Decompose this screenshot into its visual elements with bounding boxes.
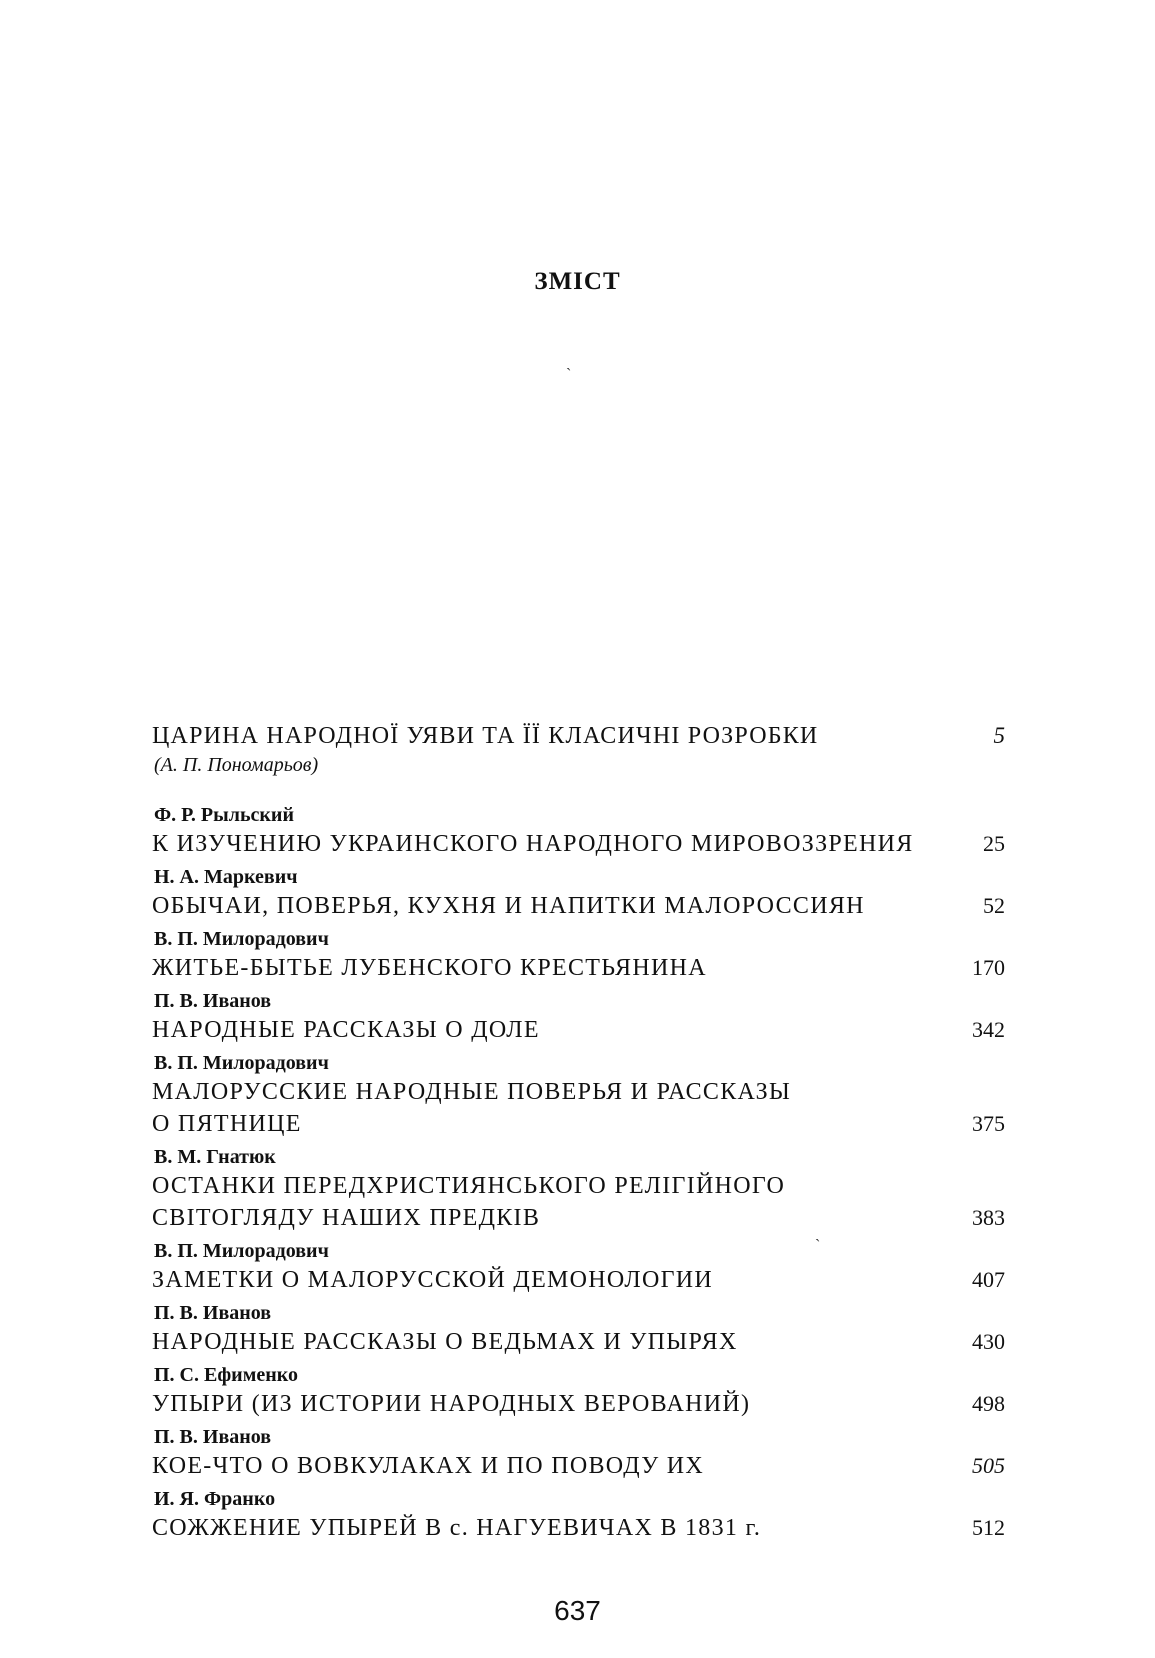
page-title: ЗМІСТ <box>534 268 621 295</box>
toc-entry-author: Ф. Р. Рыльский <box>154 804 294 826</box>
toc-intro-title: ЦАРИНА НАРОДНОЇ УЯВИ ТА ЇЇ КЛАСИЧНІ РОЗРОБКИ <box>152 723 819 749</box>
toc-entry-row <box>152 952 1007 984</box>
toc-entry-row <box>152 1388 1007 1420</box>
toc-entry-row <box>152 828 1007 860</box>
toc-entry-author: П. В. Иванов <box>154 1302 272 1324</box>
toc-entry <box>152 1362 1007 1420</box>
toc-entry-row <box>152 890 1007 922</box>
toc-entry-title-line: СВІТОГЛЯДУ НАШИХ ПРЕДКІВ <box>152 1205 541 1231</box>
toc-entry-title-line: ЗАМЕТКИ О МАЛОРУССКОЙ ДЕМОНОЛОГИИ <box>152 1267 714 1293</box>
toc-entry-title-line: НАРОДНЫЕ РАССКАЗЫ О ДОЛЕ <box>152 1017 540 1043</box>
scan-speck: ` <box>815 1237 821 1254</box>
toc-entry-title-line: О ПЯТНИЦЕ <box>152 1111 302 1137</box>
scan-speck: ` <box>566 366 572 383</box>
table-of-contents <box>152 720 1007 1544</box>
toc-entry-page: 512 <box>972 1515 1005 1540</box>
toc-entry-title-line: ОСТАНКИ ПЕРЕДХРИСТИЯНСЬКОГО РЕЛІГІЙНОГО <box>152 1173 786 1199</box>
toc-entry-author: В. П. Милорадович <box>154 1052 329 1074</box>
toc-entry-row <box>152 1014 1007 1046</box>
toc-entry-page: 342 <box>972 1017 1005 1042</box>
toc-entry <box>152 988 1007 1046</box>
toc-entry-title-line: СОЖЖЕНИЕ УПЫРЕЙ В с. НАГУЕВИЧАХ В 1831 г. <box>152 1515 762 1541</box>
toc-entry <box>152 1300 1007 1358</box>
toc-intro-page: 5 <box>993 723 1005 748</box>
toc-entry-page: 52 <box>983 893 1005 918</box>
toc-entry-author: П. С. Ефименко <box>154 1364 298 1386</box>
toc-entry-title-line: К ИЗУЧЕНИЮ УКРАИНСКОГО НАРОДНОГО МИРОВОЗЗРЕНИЯ <box>152 831 914 857</box>
toc-entry-page: 170 <box>972 955 1005 980</box>
toc-entry <box>152 1238 1007 1296</box>
toc-entry <box>152 802 1007 860</box>
toc-entry-row <box>152 1326 1007 1358</box>
toc-entry-title-line: КОЕ-ЧТО О ВОВКУЛАКАХ И ПО ПОВОДУ ИХ <box>152 1453 705 1479</box>
toc-entry-title-line: МАЛОРУССКИЕ НАРОДНЫЕ ПОВЕРЬЯ И РАССКАЗЫ <box>152 1079 792 1105</box>
toc-entry-row <box>152 1512 1007 1544</box>
toc-entry-title-line: НАРОДНЫЕ РАССКАЗЫ О ВЕДЬМАХ И УПЫРЯХ <box>152 1329 738 1355</box>
toc-entry <box>152 1050 1007 1140</box>
toc-entry-author: Н. А. Маркевич <box>154 866 298 888</box>
toc-entry-author: В. М. Гнатюк <box>154 1146 276 1168</box>
toc-entry-row <box>152 1450 1007 1482</box>
toc-entry-page: 375 <box>972 1111 1005 1136</box>
toc-entries <box>152 802 1007 1544</box>
toc-entry-title-line: УПЫРИ (ИЗ ИСТОРИИ НАРОДНЫХ ВЕРОВАНИЙ) <box>152 1391 751 1417</box>
toc-entry <box>152 1424 1007 1482</box>
toc-entry-title-line: ОБЫЧАИ, ПОВЕРЬЯ, КУХНЯ И НАПИТКИ МАЛОРОССИЯН <box>152 893 865 919</box>
toc-entry-author: В. П. Милорадович <box>154 928 329 950</box>
toc-entry-page: 407 <box>972 1267 1005 1292</box>
toc-entry-row <box>152 1076 1007 1140</box>
toc-entry-author: П. В. Иванов <box>154 990 272 1012</box>
toc-entry-page: 505 <box>972 1453 1005 1478</box>
toc-entry <box>152 864 1007 922</box>
toc-entry-row <box>152 1170 1007 1234</box>
toc-entry-title-line: ЖИТЬЕ-БЫТЬЕ ЛУБЕНСКОГО КРЕСТЬЯНИНА <box>152 955 707 981</box>
toc-entry-page: 25 <box>983 831 1005 856</box>
toc-entry <box>152 926 1007 984</box>
page-number: 637 <box>554 1595 601 1626</box>
toc-entry-page: 383 <box>972 1205 1005 1230</box>
toc-entry-author: И. Я. Франко <box>154 1488 276 1510</box>
toc-intro-editor: (А. П. Пономарьов) <box>154 754 319 776</box>
toc-entry-author: В. П. Милорадович <box>154 1240 329 1262</box>
toc-entry-author: П. В. Иванов <box>154 1426 272 1448</box>
toc-entry-page: 498 <box>972 1391 1005 1416</box>
toc-entry <box>152 1144 1007 1234</box>
toc-entry-row <box>152 1264 1007 1296</box>
toc-entry <box>152 1486 1007 1544</box>
toc-entry-page: 430 <box>972 1329 1005 1354</box>
toc-intro-entry <box>152 720 1007 778</box>
